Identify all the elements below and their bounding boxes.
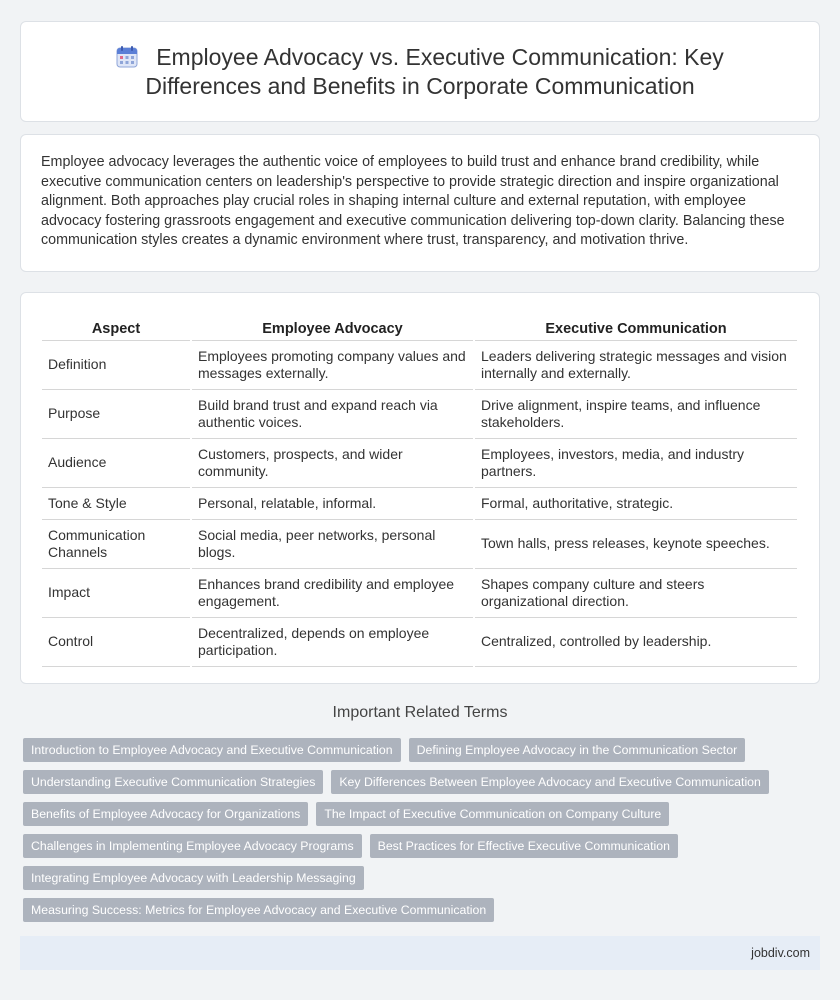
comparison-card [20, 292, 820, 684]
related-term-tag[interactable]: Introduction to Employee Advocacy and Executive Communication [23, 738, 401, 762]
related-term-tag[interactable]: Measuring Success: Metrics for Employee Advocacy and Executive Communication [23, 898, 494, 922]
table-row [42, 341, 797, 390]
table-row [42, 618, 797, 667]
table-row [42, 520, 797, 569]
row-aspect: Communication Channels [42, 520, 190, 569]
row-executive-communication: Drive alignment, inspire teams, and influence stakeholders. [475, 390, 797, 439]
row-aspect: Purpose [42, 390, 190, 439]
row-executive-communication: Shapes company culture and steers organizational direction. [475, 569, 797, 618]
table-row [42, 390, 797, 439]
related-term-tag[interactable]: Key Differences Between Employee Advocacy and Executive Communication [331, 770, 769, 794]
intro-card [20, 134, 820, 272]
table-row [42, 488, 797, 520]
intro-paragraph: Employee advocacy leverages the authentic voice of employees to build trust and enhance brand credibility, while executive communication centers on leadership's perspective to provide strategic direction and inspire organizational alignment. Both approaches play crucial roles in shaping internal culture and external reputation, with employee advocacy fostering grassroots engagement and executive communication delivering top-down clarity. Balancing these communication styles creates a dynamic environment where trust, transparency, and motivation thrive. [41, 154, 785, 248]
comparison-table [40, 313, 799, 667]
related-term-tag[interactable]: Understanding Executive Communication Strategies [23, 770, 323, 794]
table-header-row [42, 313, 797, 341]
row-employee-advocacy: Employees promoting company values and messages externally. [192, 341, 473, 390]
header-employee-advocacy: Employee Advocacy [192, 313, 473, 341]
row-employee-advocacy: Social media, peer networks, personal blogs. [192, 520, 473, 569]
row-employee-advocacy: Build brand trust and expand reach via authentic voices. [192, 390, 473, 439]
related-term-tag[interactable]: The Impact of Executive Communication on Company Culture [316, 802, 669, 826]
related-term-tag[interactable]: Defining Employee Advocacy in the Communication Sector [409, 738, 746, 762]
related-term-tag[interactable]: Benefits of Employee Advocacy for Organizations [23, 802, 308, 826]
row-aspect: Definition [42, 341, 190, 390]
row-aspect: Impact [42, 569, 190, 618]
row-aspect: Control [42, 618, 190, 667]
header-executive-communication: Executive Communication [475, 313, 797, 341]
row-executive-communication: Town halls, press releases, keynote speeches. [475, 520, 797, 569]
row-employee-advocacy: Enhances brand credibility and employee engagement. [192, 569, 473, 618]
related-term-tag[interactable]: Challenges in Implementing Employee Advocacy Programs [23, 834, 362, 858]
related-terms-title: Important Related Terms [332, 704, 508, 721]
row-employee-advocacy: Personal, relatable, informal. [192, 488, 473, 520]
calendar-icon [116, 46, 138, 68]
row-executive-communication: Centralized, controlled by leadership. [475, 618, 797, 667]
related-terms-list [20, 738, 820, 922]
row-employee-advocacy: Decentralized, depends on employee participation. [192, 618, 473, 667]
related-term-tag[interactable]: Best Practices for Effective Executive Communication [370, 834, 678, 858]
header-aspect: Aspect [42, 313, 190, 341]
related-terms-section [20, 704, 820, 930]
row-executive-communication: Employees, investors, media, and industry partners. [475, 439, 797, 488]
page-title [21, 43, 819, 101]
row-employee-advocacy: Customers, prospects, and wider community. [192, 439, 473, 488]
title-card [20, 21, 820, 122]
row-aspect: Tone & Style [42, 488, 190, 520]
table-row [42, 439, 797, 488]
footer [20, 936, 820, 970]
page-title-text: Employee Advocacy vs. Executive Communication: Key Differences and Benefits in Corporate Communication [145, 43, 724, 99]
related-term-tag[interactable]: Integrating Employee Advocacy with Leadership Messaging [23, 866, 364, 890]
table-row [42, 569, 797, 618]
row-executive-communication: Leaders delivering strategic messages and vision internally and externally. [475, 341, 797, 390]
footer-site-link[interactable]: jobdiv.com [751, 946, 810, 960]
row-executive-communication: Formal, authoritative, strategic. [475, 488, 797, 520]
row-aspect: Audience [42, 439, 190, 488]
